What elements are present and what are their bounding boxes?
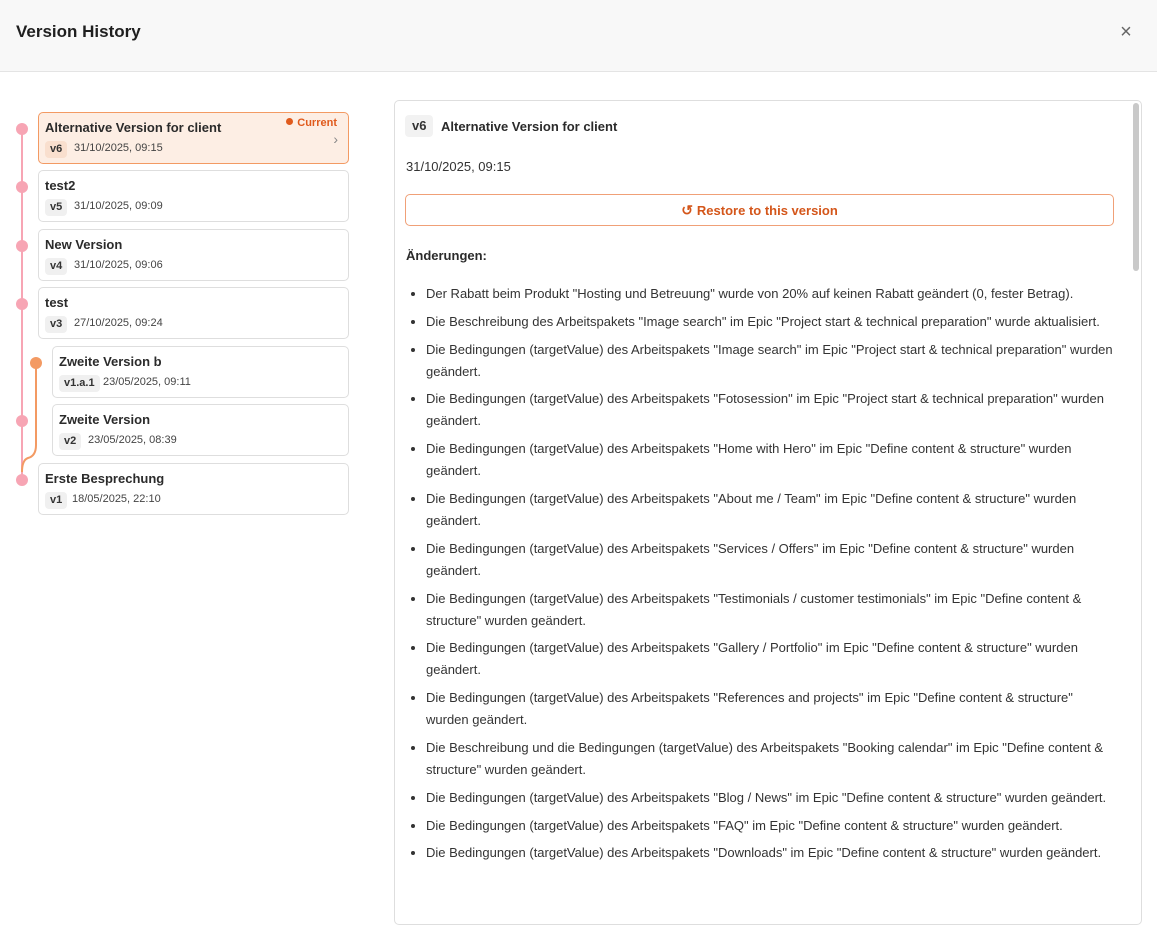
timeline-node-v1a1 bbox=[30, 357, 42, 369]
version-name: Zweite Version bbox=[59, 412, 151, 427]
version-timeline bbox=[0, 100, 360, 530]
list-item: Die Bedingungen (targetValue) des Arbeitspakets "Fotosession" im Epic "Project start & technical preparation" wurden geändert. bbox=[406, 388, 1114, 432]
current-label: Current bbox=[297, 117, 337, 129]
details-version-date: 31/10/2025, 09:15 bbox=[406, 159, 511, 174]
list-item: Die Bedingungen (targetValue) des Arbeitspakets "Blog / News" im Epic "Define content & structure" wurden geändert. bbox=[406, 787, 1114, 809]
version-name: test2 bbox=[45, 178, 76, 193]
version-name: test bbox=[45, 295, 69, 310]
version-card-v5[interactable] bbox=[38, 170, 349, 222]
restore-label: Restore to this version bbox=[696, 203, 838, 218]
version-tag: v5 bbox=[45, 199, 67, 216]
version-date: 23/05/2025, 08:39 bbox=[88, 434, 177, 446]
dialog-title: Version History bbox=[16, 22, 141, 41]
version-tag: v1.a.1 bbox=[59, 375, 100, 392]
version-date: 27/10/2025, 09:24 bbox=[74, 317, 163, 329]
version-tag: v3 bbox=[45, 316, 67, 333]
list-item: Die Bedingungen (targetValue) des Arbeitspakets "Image search" im Epic "Project start & technical preparation" wurden geändert. bbox=[406, 339, 1114, 383]
list-item: Der Rabatt beim Produkt "Hosting und Betreuung" wurde von 20% auf keinen Rabatt geändert (0, fester Betrag). bbox=[406, 283, 1114, 305]
version-card-v3[interactable] bbox=[38, 287, 349, 339]
version-tag: v4 bbox=[45, 258, 67, 275]
list-item: Die Bedingungen (targetValue) des Arbeitspakets "Gallery / Portfolio" im Epic "Define content & structure" wurden geändert. bbox=[406, 637, 1114, 681]
changes-heading: Änderungen: bbox=[406, 248, 487, 263]
version-tag: v1 bbox=[45, 492, 67, 509]
restore-icon: ↺ bbox=[681, 202, 693, 218]
dialog-header bbox=[0, 0, 1157, 72]
version-card-v1a1[interactable] bbox=[52, 346, 349, 398]
version-name: Zweite Version b bbox=[59, 354, 162, 369]
timeline-node-v1 bbox=[16, 474, 28, 486]
details-version-name: Alternative Version for client bbox=[441, 119, 618, 134]
current-dot-icon bbox=[286, 118, 293, 125]
version-name: New Version bbox=[45, 237, 123, 252]
version-card-v2[interactable] bbox=[52, 404, 349, 456]
version-date: 31/10/2025, 09:15 bbox=[74, 142, 163, 154]
restore-button[interactable] bbox=[405, 194, 1114, 226]
timeline-node-v5 bbox=[16, 181, 28, 193]
list-item: Die Bedingungen (targetValue) des Arbeitspakets "References and projects" im Epic "Define content & structure" wurden geändert. bbox=[406, 687, 1114, 731]
version-card-v4[interactable] bbox=[38, 229, 349, 281]
close-icon[interactable]: × bbox=[1120, 21, 1132, 43]
list-item: Die Beschreibung des Arbeitspakets "Image search" im Epic "Project start & technical preparation" wurde aktualisiert. bbox=[406, 311, 1114, 333]
list-item: Die Bedingungen (targetValue) des Arbeitspakets "Downloads" im Epic "Define content & structure" wurden geändert. bbox=[406, 842, 1114, 864]
version-name: Erste Besprechung bbox=[45, 471, 165, 486]
timeline-node-v3 bbox=[16, 298, 28, 310]
timeline-node-v2 bbox=[16, 415, 28, 427]
details-version-tag: v6 bbox=[405, 115, 433, 137]
panel-scrollbar[interactable] bbox=[1133, 103, 1139, 271]
list-item: Die Bedingungen (targetValue) des Arbeitspakets "FAQ" im Epic "Define content & structure" wurden geändert. bbox=[406, 815, 1114, 837]
current-badge bbox=[286, 117, 337, 129]
version-date: 31/10/2025, 09:09 bbox=[74, 200, 163, 212]
version-date: 23/05/2025, 09:11 bbox=[103, 376, 191, 388]
list-item: Die Bedingungen (targetValue) des Arbeitspakets "Home with Hero" im Epic "Define content & structure" wurden geändert. bbox=[406, 438, 1114, 482]
list-item: Die Bedingungen (targetValue) des Arbeitspakets "Testimonials / customer testimonials" im Epic "Define content & structure" wurden geändert. bbox=[406, 588, 1114, 632]
timeline-node-v4 bbox=[16, 240, 28, 252]
version-name: Alternative Version for client bbox=[45, 120, 222, 135]
version-date: 31/10/2025, 09:06 bbox=[74, 259, 163, 271]
timeline-node-v6 bbox=[16, 123, 28, 135]
version-card-v6[interactable] bbox=[38, 112, 349, 164]
list-item: Die Bedingungen (targetValue) des Arbeitspakets "Services / Offers" im Epic "Define content & structure" wurden geändert. bbox=[406, 538, 1114, 582]
version-tag: v2 bbox=[59, 433, 81, 450]
list-item: Die Beschreibung und die Bedingungen (targetValue) des Arbeitspakets "Booking calendar" im Epic "Define content & structure" wurden geändert. bbox=[406, 737, 1114, 781]
changes-list bbox=[406, 283, 1114, 870]
version-card-v1[interactable] bbox=[38, 463, 349, 515]
list-item: Die Bedingungen (targetValue) des Arbeitspakets "About me / Team" im Epic "Define content & structure" wurden geändert. bbox=[406, 488, 1114, 532]
version-tag: v6 bbox=[45, 141, 67, 158]
version-details-panel bbox=[394, 100, 1142, 925]
version-date: 18/05/2025, 22:10 bbox=[72, 493, 161, 505]
chevron-right-icon: › bbox=[333, 131, 338, 147]
